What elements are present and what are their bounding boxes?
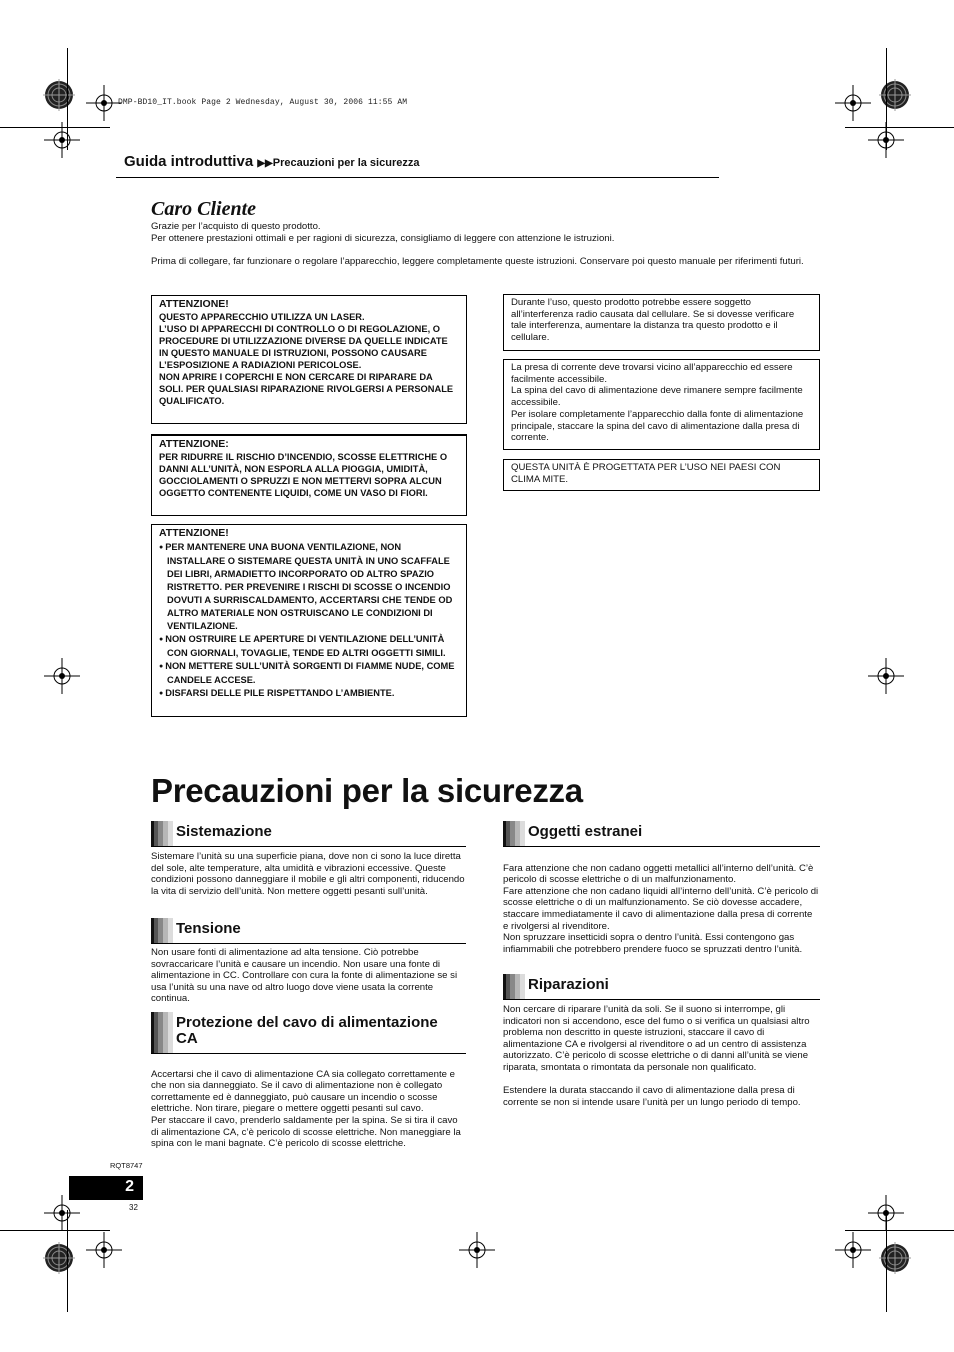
greeting-paragraph: Grazie per l’acquisto di questo prodotto. Per ottenere prestazioni ottimali e per ragioni di sicurezza, consigliamo di leggere con attenzione le istruzioni.: [151, 221, 615, 244]
section-heading-sistemazione: [151, 821, 466, 847]
section-bar-icon: [503, 821, 525, 846]
warning-title: ATTENZIONE!: [159, 527, 229, 539]
section-title: Riparazioni: [528, 976, 609, 993]
section-heading-tensione: [151, 918, 466, 944]
warning-list-item: ● NON METTERE SULL’UNITÀ SORGENTI DI FIAMME NUDE, COME CANDELE ACCESE.: [159, 660, 459, 687]
warning-list: [159, 541, 459, 701]
section-bar-icon: [151, 1012, 173, 1053]
header-divider: [116, 177, 719, 178]
greeting-paragraph: Prima di collegare, far funzionare o regolare l’apparecchio, leggere completamente queste istruzioni. Conservare poi questo manuale per riferimenti futuri.: [151, 256, 804, 268]
section-title: Sistemazione: [176, 823, 272, 840]
crosshair-icon: [44, 1195, 80, 1231]
section-text-cavo: [151, 1057, 466, 1161]
trim-line: [886, 48, 887, 150]
section-text-riparazioni: [503, 1004, 820, 1108]
power-outlet-note: La presa di corrente deve trovarsi vicino all’apparecchio ed essere facilmente accessibile. La spina del cavo di alimentazione deve rimanere sempre facilmente accessibile. Per isolare completamente l’apparecchio dalla fonte di alimentazione principale, staccare la spina del cavo di alimentazione dalla presa di corrente.: [503, 359, 820, 450]
climate-note: QUESTA UNITÀ È PROGETTATA PER L’USO NEI PAESI CON CLIMA MITE.: [503, 459, 820, 491]
registration-target-icon: [41, 1240, 77, 1276]
laser-warning-box: [151, 295, 467, 424]
section-bar-icon: [151, 918, 173, 943]
section-paragraph: Accertarsi che il cavo di alimentazione CA sia collegato correttamente e che non sia danneggiato. Se il cavo di alimentazione non è collegato correttamente ed è danneggiato, può causare un incendio o scosse elettriche. Non tirare, piegare o mettere oggetti pesanti sul cavo. Per staccare il cavo, prenderlo saldamente per la spina. Se si tira il cavo di alimentazione CA, c’è pericolo di scosse elettriche. Non maneggiare la spina con le mani bagnate. C’è pericolo di scosse elettriche.: [151, 1068, 461, 1150]
section-paragraph: Estendere la durata staccando il cavo di alimentazione dalla presa di corrente se non si intende usare l’unità per un lungo periodo di tempo.: [503, 1085, 801, 1108]
warning-list-item: ● PER MANTENERE UNA BUONA VENTILAZIONE, NON INSTALLARE O SISTEMARE QUESTA UNITÀ IN UNO SCAFFALE DEI LIBRI, ARMADIETTO INCORPORATO OD ALTRO SPAZIO RISTRETTO. PER PREVENIRE I RISCHI DI SCOSSE O INCENDIO DOVUTI A SURRISCALDAMENTO, ACCERTARSI CHE TENDE OD ALTRO MATERIALE NON OSTRUISCANO LE CONDIZIONI DI VENTILAZIONE.: [159, 541, 459, 633]
section-paragraph: Fara attenzione che non cadano oggetti metallici all’interno dell’unità. C’è pericolo di scosse elettriche o di un malfunzionamento. Fare attenzione che non cadano liquidi all’interno dell’unità. C’è pericolo di scosse elettriche o di un malfunzionamento. Se ciò dovesse accadere, staccare immediatamente il cavo di alimentazione dalla presa di corrente e rivolgersi al rivenditore. Non spruzzare insetticidi sopra o dentro l’unità. Essi contengono gas infiammabili che potrebbero prendere fuoco se spruzzati dentro l’unità.: [503, 862, 819, 955]
section-heading-riparazioni: [503, 974, 820, 1000]
section-paragraph: Non cercare di riparare l’unità da soli. Se il suono si interrompe, gli indicatori non si accendono, esce del fumo o si verifica un qualsiasi altro problema non descritto in queste istruzioni, staccare il cavo di alimentazione CA e rivolgersi al rivenditore o ad un centro di assistenza autorizzato. C’è pericolo di scosse elettriche o di danni all’unità se viene riparata, smontata o rimontata da personale non qualificato.: [503, 1004, 810, 1073]
fire-warning-box: [151, 434, 467, 516]
trim-line: [886, 1210, 887, 1312]
registration-target-icon: [877, 1240, 913, 1276]
trim-line: [0, 127, 110, 128]
greeting-text: [151, 221, 811, 280]
greeting-title: Caro Cliente: [151, 198, 257, 220]
warning-text: PER RIDURRE IL RISCHIO D’INCENDIO, SCOSSE ELETTRICHE O DANNI ALL’UNITÀ, NON ESPORLA ALLA PIOGGIA, UMIDITÀ, GOCCIOLAMENTI O SPRUZZI E NON METTERVI SOPRA ALCUN OGGETTO CONTENENTE LIQUIDI, COME UN VASO DI FIORI.: [159, 452, 448, 498]
section-paragraph: Non usare fonti di alimentazione ad alta tensione. Ciò potrebbe sovraccaricare l’unità e causare un incendio. Non usare una fonte di alimentazione in CC. Controllare con cura la fonte di alimentazione se si usa l’unità su una nave od altro luogo dove viene usata la corrente continua.: [151, 947, 458, 1005]
section-paragraph: Sistemare l’unità su una superficie piana, dove non ci sono la luce diretta del sole, alte temperature, alta umidità e vibrazioni eccessive. Queste condizioni possono danneggiare il mobile e gli altri componenti, riducendo la vita di servizio dell’unità. Non mettere oggetti pesanti sull’unità.: [151, 851, 465, 897]
ventilation-warning-box: [151, 524, 467, 717]
section-bar-icon: [503, 974, 525, 999]
crosshair-icon: [835, 1232, 871, 1268]
sheet-number: 32: [129, 1203, 138, 1212]
section-title: Oggetti estranei: [528, 823, 643, 840]
registration-target-icon: [877, 77, 913, 113]
interference-note: Durante l’uso, questo prodotto potrebbe essere soggetto all’interferenza radio causata dal cellulare. Se si dovesse verificare tale interferenza, aumentare la distanza tra questo prodotto e il cellulare.: [503, 294, 820, 351]
crosshair-icon: [835, 85, 871, 121]
crosshair-icon: [459, 1232, 495, 1268]
section-bar-icon: [151, 821, 173, 846]
crosshair-icon: [86, 85, 122, 121]
breadcrumb-page: Precauzioni per la sicurezza: [272, 157, 420, 169]
warning-list-item: ● DISFARSI DELLE PILE RISPETTANDO L’AMBIENTE.: [159, 687, 459, 701]
section-title: Protezione del cavo di alimentazione CA: [176, 1014, 438, 1047]
trim-line: [0, 1230, 110, 1231]
warning-text: QUESTO APPARECCHIO UTILIZZA UN LASER. L’USO DI APPARECCHI DI CONTROLLO O DI REGOLAZIONE, O PROCEDURE DI UTILIZZAZIONE DIVERSE DA QUELLE INDICATE IN QUESTO MANUALE DI ISTRUZIONI, POSSONO CAUSARE L’ESPOSIZIONE A RADIAZIONI PERICOLOSE. NON APRIRE I COPERCHI E NON CERCARE DI RIPARARE DA SOLI. PER QUALSIASI RIPARAZIONE RIVOLGERSI A PERSONALE QUALIFICATO.: [159, 312, 454, 406]
section-heading-oggetti: [503, 821, 820, 847]
section-text-oggetti: [503, 851, 820, 967]
breadcrumb-arrows-icon: ▶▶: [257, 158, 273, 169]
trim-line: [845, 127, 954, 128]
section-text-sistemazione: [151, 851, 466, 897]
trim-line: [67, 48, 68, 150]
crosshair-icon: [868, 658, 904, 694]
warning-title: ATTENZIONE:: [159, 438, 229, 450]
section-heading-cavo: [151, 1012, 466, 1054]
section-text-tensione: [151, 947, 466, 1005]
breadcrumb-section: Guida introduttiva: [124, 153, 254, 170]
crosshair-icon: [86, 1232, 122, 1268]
trim-line: [845, 1230, 954, 1231]
trim-line: [67, 1210, 68, 1312]
breadcrumb: [124, 153, 419, 170]
warning-list-item: ● NON OSTRUIRE LE APERTURE DI VENTILAZIONE DELL’UNITÀ CON GIORNALI, TOVAGLIE, TENDE ED ALTRI OGGETTI SIMILI.: [159, 633, 459, 660]
document-code: RQT8747: [110, 1161, 143, 1170]
page-title: Precauzioni per la sicurezza: [151, 772, 583, 809]
warning-title: ATTENZIONE!: [159, 298, 229, 310]
registration-target-icon: [41, 77, 77, 113]
page-number: 2: [69, 1176, 143, 1200]
section-title: Tensione: [176, 920, 241, 937]
file-info: DMP-BD10_IT.book Page 2 Wednesday, August 30, 2006 11:55 AM: [118, 98, 408, 107]
crosshair-icon: [44, 658, 80, 694]
